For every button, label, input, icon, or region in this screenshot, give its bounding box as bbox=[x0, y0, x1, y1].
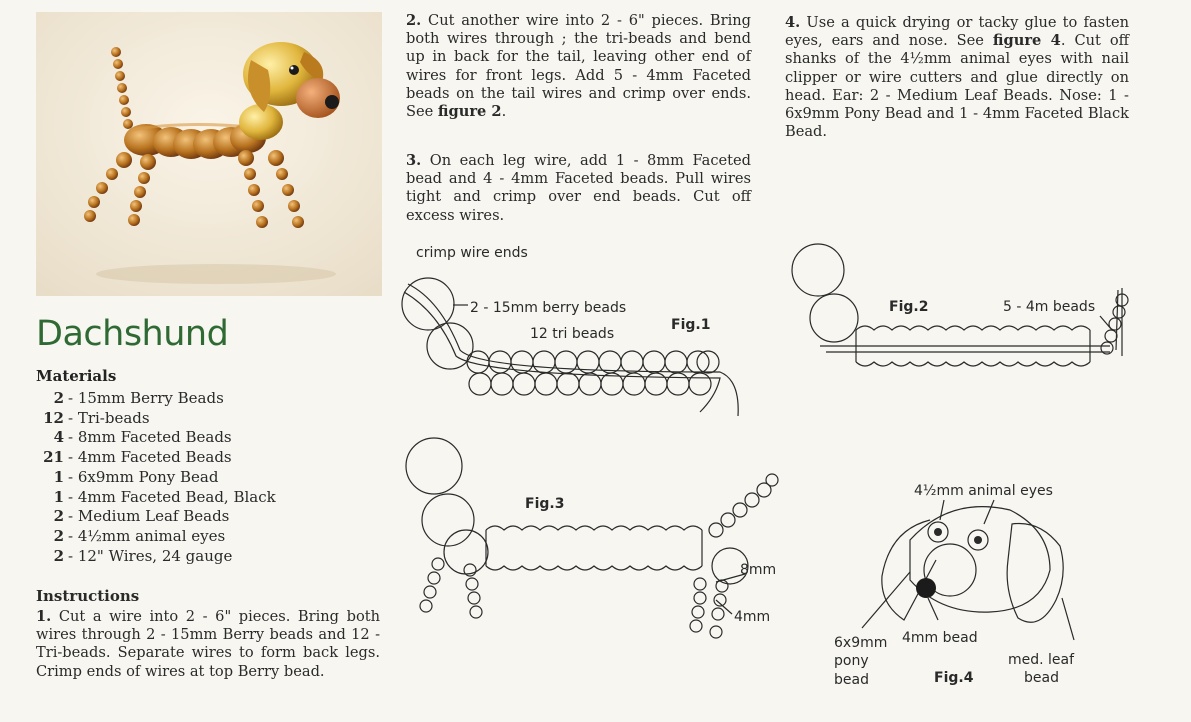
materials-qty: 2 bbox=[53, 526, 64, 545]
materials-qty: 2 bbox=[53, 389, 64, 407]
step-number: 3. bbox=[406, 152, 422, 169]
materials-qty: 1 bbox=[53, 487, 64, 506]
fig3-caption: Fig.3 bbox=[525, 496, 565, 512]
materials-label: - 8mm Faceted Beads bbox=[68, 428, 232, 447]
fig4-label-pony: 6x9mm bbox=[834, 635, 888, 651]
fig4-label-leaf: med. leaf bbox=[1008, 652, 1075, 668]
step-body-tail: . Cut off shanks of the 4½mm animal eyes with nail clipper or wire cutters and glue directly on head. Ear: 2 - Medium Leaf Beads. Nose: 1 - 6x9mm Pony Bead and 1 - 4mm Faceted Black Bead. bbox=[785, 32, 1129, 141]
step-body: Cut another wire into 2 - 6" pieces. Bring both wires through ; the tri-beads and bend up in back for the tail, leaving other end of wires for front legs. Add 5 - 4mm Faceted beads on the tail wires and crimp over ends. See bbox=[406, 12, 751, 121]
materials-qty: 4 bbox=[53, 428, 64, 447]
materials-heading: Materials bbox=[36, 367, 117, 385]
materials-qty: 1 bbox=[53, 467, 64, 486]
fig2-caption: Fig.2 bbox=[889, 299, 929, 315]
page-title: Dachshund bbox=[36, 314, 229, 354]
figure-1 bbox=[402, 245, 738, 416]
fig4-label-leaf: bead bbox=[1024, 670, 1059, 686]
materials-label: - 4mm Faceted Bead, Black bbox=[68, 487, 276, 506]
step-number: 2. bbox=[406, 12, 422, 29]
fig4-label-4mm: 4mm bead bbox=[902, 630, 978, 646]
materials-label: - 4mm Faceted Beads bbox=[68, 448, 232, 467]
step-body-tail: . bbox=[501, 103, 507, 121]
figure-4 bbox=[834, 483, 1075, 688]
materials-label: - 4½mm animal eyes bbox=[68, 526, 226, 545]
figure-reference: figure 4 bbox=[992, 32, 1061, 50]
figure-reference: figure 2 bbox=[437, 103, 502, 121]
materials-label: - 6x9mm Pony Bead bbox=[68, 467, 219, 486]
materials-qty: 2 bbox=[53, 546, 64, 565]
step-body: Use a quick drying or tacky glue to fasten eyes, ears and nose. See bbox=[785, 14, 1129, 50]
fig3-label-4mm: 4mm bbox=[734, 609, 771, 625]
step-number: 1. bbox=[36, 608, 52, 625]
materials-label: - 15mm Berry Beads bbox=[68, 389, 224, 407]
materials-label: - Tri-beads bbox=[68, 408, 150, 427]
fig1-label-crimp: crimp wire ends bbox=[416, 245, 528, 261]
fig1-caption: Fig.1 bbox=[671, 317, 711, 333]
fig1-label-tri: 12 tri beads bbox=[530, 326, 615, 342]
fig4-label-eyes: 4½mm animal eyes bbox=[914, 483, 1053, 499]
step-body: Cut a wire into 2 - 6" pieces. Bring both wires through 2 - 15mm Berry beads and 12 - Tri-beads. Separate wires to form back legs. Crimp ends of wires at top Berry bead. bbox=[36, 608, 380, 680]
fig1-label-berry: 2 - 15mm berry beads bbox=[470, 300, 627, 316]
fig1-berry-bead bbox=[427, 323, 473, 369]
step-body: On each leg wire, add 1 - 8mm Faceted bead and 4 - 4mm Faceted beads. Pull wires tight and crimp over end beads. Cut off excess wires. bbox=[406, 152, 751, 224]
fig3-label-8mm: 8mm bbox=[740, 562, 777, 578]
materials-qty: 2 bbox=[53, 507, 64, 526]
fig1-tri-beads bbox=[467, 351, 719, 395]
figure-3 bbox=[406, 438, 778, 638]
fig2-label-beads: 5 - 4m beads bbox=[1003, 299, 1096, 315]
materials-label: - 12" Wires, 24 gauge bbox=[68, 546, 233, 565]
materials-qty: 21 bbox=[43, 448, 64, 467]
materials-label: - Medium Leaf Beads bbox=[68, 507, 230, 526]
fig4-label-pony: bead bbox=[834, 672, 869, 688]
fig4-caption: Fig.4 bbox=[934, 670, 974, 686]
step-number: 4. bbox=[785, 14, 801, 31]
instructions-heading: Instructions bbox=[36, 587, 140, 605]
materials-qty: 12 bbox=[43, 408, 64, 427]
figure-2 bbox=[792, 244, 1128, 366]
fig4-label-pony: pony bbox=[834, 653, 869, 669]
